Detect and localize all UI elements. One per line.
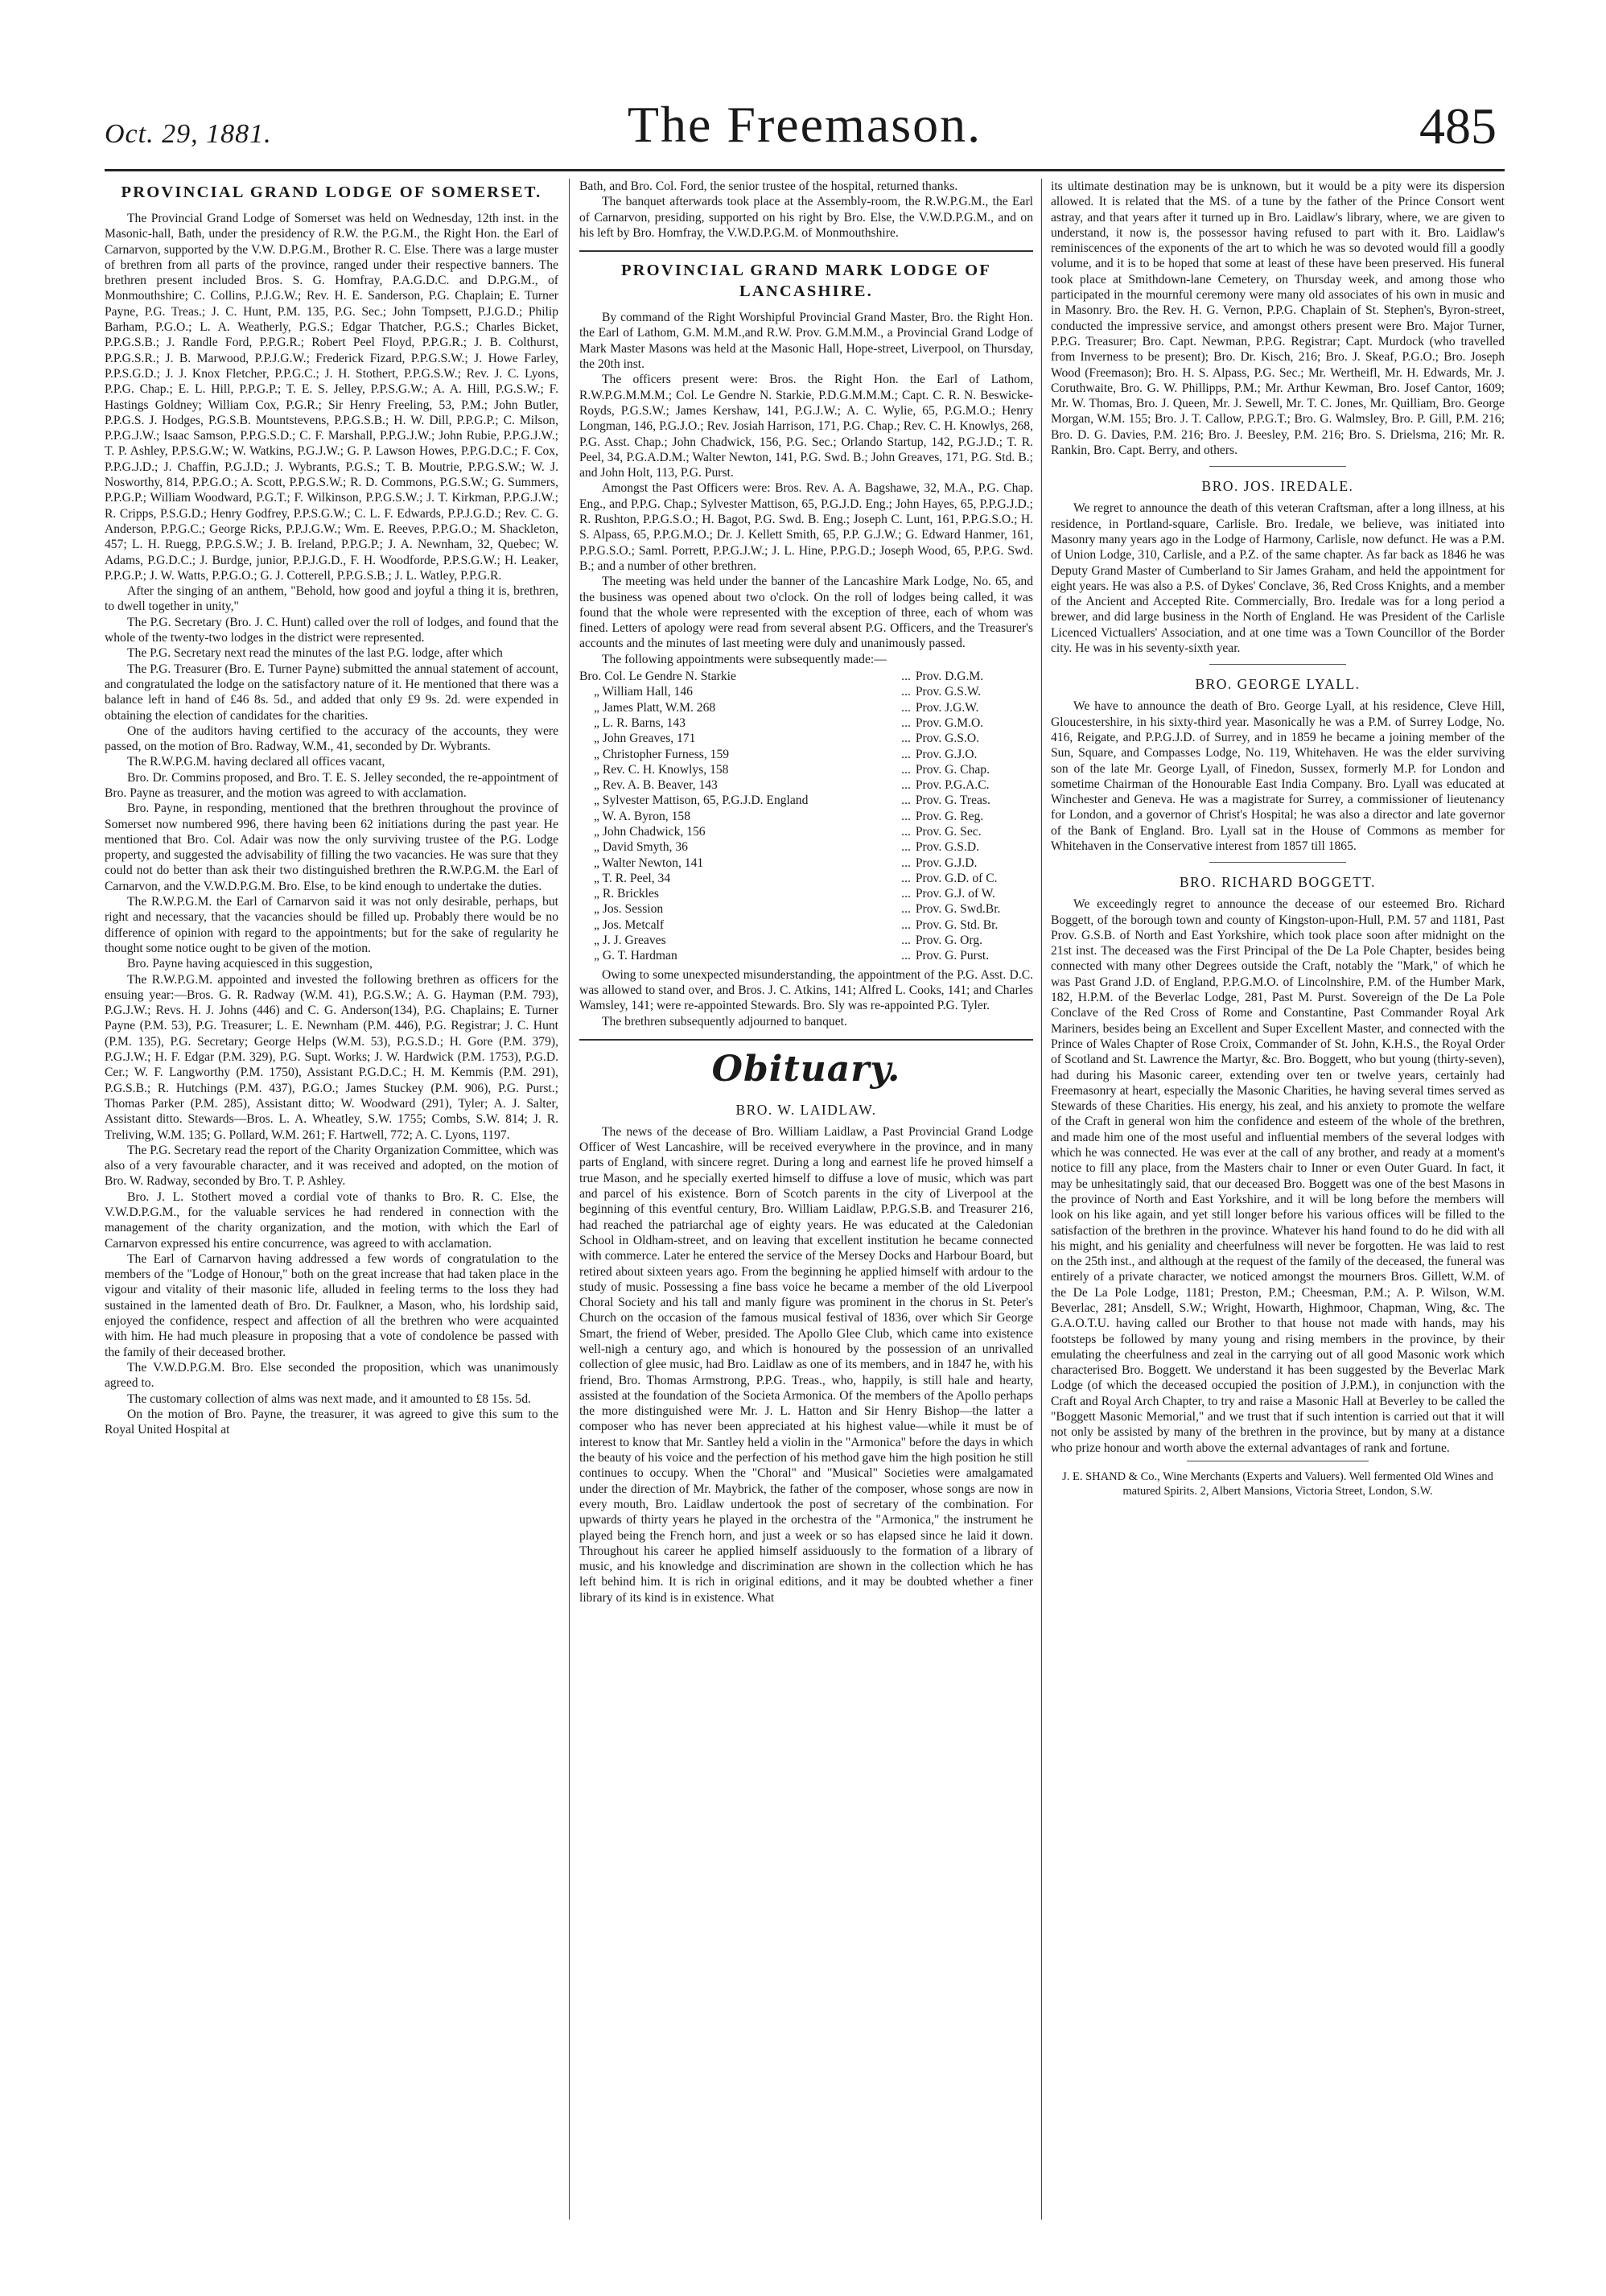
leader-dots: ... [901,917,911,932]
paragraph: Amongst the Past Officers were: Bros. Rev. A. A. Bagshawe, 32, M.A., P.G. Chap. Eng., and P.P.G. Chap.; Sylvester Mattison, 65, P.G.J.D. Eng.; John Hayes, 65, P.P.G.J.D.; R. Rushton, P.P.G.S.O.; H. Bagot, P.G. Swd. B. Eng.; Joseph C. Lunt, 161, P.P.G.S.O.; H. S. Alpass, 65, P.P.G.M.O.; Dr. J. Kellett Smith, 65, P.P. G.J.W.; G. Edward Hanmer, 161, P.P.G.S.O.; Saml. Porrett, P.P.G.J.W.; J. L. Hine, P.P.G.D.; Joseph Wood, 65, P.P.G. Swd. B.; and a number of other brethren. [579,481,1033,573]
appointment-office: Prov. G.D. of C. [915,871,998,885]
leader-dots: ... [901,670,911,684]
paragraph: After the singing of an anthem, "Behold, how good and joyful a thing it is, brethren, to dwell together in unity," [105,584,558,614]
leader-dots: ... [901,887,911,901]
masthead [105,95,1505,167]
appointment-office: Prov. G.J.O. [915,747,978,761]
appointment-row [579,793,1033,808]
appointment-name: „ David Smyth, 36 [594,840,688,855]
leader-dots: ... [901,685,911,699]
paragraph: The customary collection of alms was next made, and it amounted to £8 15s. 5d. [127,1391,531,1406]
page-number: 485 [1419,97,1497,155]
paragraph: The R.W.P.G.M. the Earl of Carnarvon said it was not only desirable, perhaps, but right and necessary, that the vacancies should be filled up. Probably there would be no difference of opinion with regard to the appointments; but for the sake of regularity he thought some notice ought to be given of the motion. [105,895,558,955]
appointment-name: „ J. J. Greaves [594,934,666,948]
appointment-office: Prov. G. Chap. [915,762,990,777]
appointment-office: Prov. G. Treas. [915,794,990,808]
appointment-row [579,700,1033,715]
paragraph: The brethren subsequently adjourned to banquet. [602,1014,847,1028]
appointment-name: „ Rev. C. H. Knowlys, 158 [594,762,729,777]
appointment-row [579,715,1033,731]
paragraph: On the motion of Bro. Payne, the treasurer, it was agreed to give this sum to the Royal United Hospital at [105,1407,558,1437]
appointment-office: Prov. G. Swd.Br. [915,902,1001,917]
appointment-row [579,948,1033,963]
obituary-heading: BRO. GEORGE LYALL. [1195,676,1361,693]
article-separator [1209,862,1345,863]
column-3 [1051,179,1505,2220]
appointment-row [579,809,1033,824]
obituary-heading: BRO. W. LAIDLAW. [735,1101,877,1118]
paragraph: The officers present were: Bros. the Right Hon. the Earl of Lathom, R.W.P.G.M.M.M.; Col. Le Gendre N. Starkie, P.D.G.M.M.M.; Capt. C. R. N. Beswicke-Royds, P.G.S.W.; James Kershaw, 141, P.G.J.W.; A. C. Wylie, 65, P.G.M.O.; Henry Longman, 146, P.G.J.O.; Rev. Josiah Harrison, 171, P.G. Chap.; Rev. C. H. Knowlys, 268, P.G. Asst. Chap.; John Chadwick, 156, P.G. Sec.; Orlando Startup, 142, P.G.J.D.; T. R. Peel, 34, P.G.A.D.M.; Walter Newton, 141, P.G. Swd. B.; John Greaves, 171, P.G. Std. B.; and John Holt, 113, P.G. Purst. [579,373,1033,480]
appointment-name: „ W. A. Byron, 158 [594,809,690,823]
leader-dots: ... [901,700,911,715]
advertisement: J. E. SHAND & Co., Wine Merchants (Experts and Valuers). Well fermented Old Wines and matured Spirits. 2, Albert Mansions, Victoria Street, London, S.W. [1062,1470,1493,1498]
appointment-name: „ James Platt, W.M. 268 [594,700,716,715]
article-separator [579,1039,1033,1041]
appointment-office: Prov. D.G.M. [915,670,984,684]
paragraph: The news of the decease of Bro. William Laidlaw, a Past Provincial Grand Lodge Officer of West Lancashire, will be received everywhere in the province, and in many parts of England, with sincere regret. During a long and earnest life he proved himself a true Mason, and he specially exerted himself to diffuse a love of music, which was part and parcel of his existence. Born of Scotch parents in the city of Liverpool at the beginning of this eventful century, Bro. William Laidlaw, P.P.G.S.B. and Treasurer 216, had reached the patriarchal age of eighty years. He was educated at the Caledonian School in Oldham-street, and on leaving that excellent institution he became connected with commerce. Later he entered the service of the Mersey Docks and Harbour Board, but retired about sixteen years ago. From the beginning he applied himself with ardour to the study of music. Possessing a fine bass voice he became a member of the old Liverpool Choral Society and his tall and manly figure was prominent in the chorus in St. Peter's Church on the occasion of the famous musical festival of 1836, over which Sir George Smart, the friend of Weber, presided. The Apollo Glee Club, which came into existence well-nigh a century ago, and which is honoured by the possession of an unrivalled collection of glee music, had Bro. Laidlaw as one of its members, and in 1847 he, with his friend, Bro. Thomas Armstrong, P.P.G. Treas., who, happily, is still hale and hearty, assisted at the foundation of the Societa Armonica. Of the members of the Apollo perhaps the more distinguished were Mr. J. L. Hatton and Sir Henry Bishop—the latter a composer who has never been appreciated at his highest value—while it must be of interest to know that Mr. Santley held a violin in the "Armonica" before the days in which the beauty of his voice and the perfection of his method gave him the high position he still continues to occupy. When the "Choral" and "Musical" Societies were amalgamated under the direction of Mr. Maybrick, the father of the composer, whose songs are now in every mouth, Bro. Laidlaw undertook the post of secretary of the combination. For upwards of thirty years he played in the orchestra of the "Armonica," the instrument he played being the French horn, and just a week or so has elapsed since he laid it down. Throughout his career he applied himself assiduously to the formation of a library of music, and his knowledge and discrimination are shown in the collection which he has left behind him. It is rich in original editions, and it may be doubted whether a finer library of its kind is in existence. What [579,1124,1033,1605]
appointment-row [579,731,1033,746]
issue-date: Oct. 29, 1881. [105,119,272,149]
paragraph: The following appointments were subsequently made:— [602,652,887,666]
appointment-row [579,762,1033,777]
paragraph: Bro. Dr. Commins proposed, and Bro. T. E. S. Jelley seconded, the re-appointment of Bro. Payne as treasurer, and the motion was agreed to with acclamation. [105,770,558,800]
appointment-office: Prov. G.J.D. [915,855,978,870]
paragraph: The P.G. Treasurer (Bro. E. Turner Payne) submitted the annual statement of account, and congratulated the lodge on the satisfactory nature of it. He mentioned that there was a balance left in hand of £46 8s. 5d., and added that only £9 9s. 2d. were expended in obtaining the election of candidates for the charities. [105,662,558,723]
column-1 [105,179,558,2220]
appointments-table [579,669,1033,964]
article-lancashire-mark [579,260,1033,1029]
appointment-name: „ Jos. Metcalf [594,917,665,932]
appointment-name: „ Christopher Furness, 159 [594,747,730,761]
newspaper-title: The Freemason. [627,96,982,153]
appointment-row [579,684,1033,699]
appointment-office: Prov. G. Reg. [915,809,984,823]
appointment-row [579,886,1033,901]
appointment-name: „ R. Brickles [594,887,659,901]
article-somerset [105,182,558,1437]
paragraph: The P.G. Secretary read the report of the Charity Organization Committee, which was also of a very favourable character, and it was received and adopted, on the motion of Bro. W. Radway, seconded by Bro. T. P. Ashley. [105,1143,558,1189]
appointment-name: „ L. R. Barns, 143 [594,715,686,730]
paragraph: Bath, and Bro. Col. Ford, the senior trustee of the hospital, returned thanks. [579,179,958,193]
paragraph: The meeting was held under the banner of the Lancashire Mark Lodge, No. 65, and the business was opened about two o'clock. On the roll of lodges being called, it was found that the whole were represented with the exception of three, each of whom was fined. Letters of apology were read from several absent P.G. Officers, and the Treasurer's accounts and the minutes of last meeting were duly and unanimously passed. [579,575,1033,651]
paragraph: By command of the Right Worshipful Provincial Grand Master, Bro. the Right Hon. the Earl of Lathom, G.M. M.M.,and R.W. Prov. G.M.M.M., a Provincial Grand Lodge of Mark Master Masons was held at the Masonic Hall, Hope-street, Liverpool, on Thursday, the 20th inst. [579,311,1033,372]
paragraph: Bro. Payne, in responding, mentioned that the brethren throughout the province of Somerset now numbered 996, there having been 62 initiations during the past year. He mentioned that Bro. Col. Adair was now the only surviving trustee of the P.G. Lodge property, and suggested the advisability of filling the two vacancies. He was sure that they could not do better than ask their two distinguished brethren the R.W.P.G.M. the Earl of Carnarvon, and the V.W.D.P.G.M. Bro. Else, to be kind enough to undertake the duties. [105,802,558,893]
column-2 [579,179,1033,2220]
paragraph: The V.W.D.P.G.M. Bro. Else seconded the proposition, which was unanimously agreed to. [105,1360,558,1391]
leader-dots: ... [901,794,911,808]
appointment-office: Prov. G. Org. [915,934,983,948]
appointment-office: Prov. G.M.O. [915,715,984,730]
appointment-name: „ William Hall, 146 [594,685,693,699]
article-somerset-continued [579,179,1033,241]
paragraph: The banquet afterwards took place at the Assembly-room, the R.W.P.G.M., the Earl of Carnarvon, presiding, supported on his right by Bro. Else, the V.W.D.P.G.M., and on his left by Bro. Homfray, the V.W.D.P.G.M. of Monmouthshire. [579,195,1033,240]
section-title-obituary: Obituary. [711,1048,901,1090]
paragraph: We exceedingly regret to announce the decease of our esteemed Bro. Richard Boggett, of the borough town and county of Kingston-upon-Hull, P.M. 57 and 1181, Past Prov. G.S.B. of North and East Yorkshire, which took place soon after midnight on the 21st inst. The deceased was the First Principal of the De La Pole Chapter, besides being connected with many other Degrees outside the Craft, notably the "Mark," of which he was Past Grand J.D. of England, P.P.G.M.O. of Lincolnshire, P.M. of the Humber Mark, 182, H.P.M. of the Beverlac Lodge, 281, Past M. Purst. Sovereign of the De La Pole Conclave of the Red Cross of Rome and Constantine, Past Commander Royal Ark Mariners, besides being an Excellent and Super Excellent Master, and connected with the Prince of Wales Chapter of Rose Croix, Commander of St. John, K.H.S., the Royal Order of Scotland and St. Lawrence the Martyr, &c. Bro. Boggett, who but young (thirty-seven), had during his Masonic career, extending over ten or twelve years, certainly had Freemasonry at heart, especially the Masonic Charities, he having several times served as Stewards of these Charities. His energy, his zeal, and his anxiety to promote the welfare of the Craft in general won him the confidence and esteem of the whole of the brethren, and made him one of the most useful and influential members of the several lodges with which he was connected. He was ever at the call of any brother, and ready at a moment's notice to fill any place, from the Masters chair to Inner or even Outer Guard. In fact, it may be unhesitatingly said, that our deceased Bro. Boggett was one of the best Masons in the province of North and East Yorkshire, and it will be long before the members will look on his like again, and yet still longer before his various offices will be filled to the satisfaction of the brethren in the province. Whatever his hand found to do he did with all his might, and his geniality and cheerfulness will never be forgotten. He was laid to rest on the 25th inst., and although at the request of the family of the deceased, the funeral was entirely of a private character, we noticed amongst the mourners Bros. Gillett, W.M. of the De La Pole Lodge, 1181; Preston, P.M.; Cheesman, P.M.; A. P. Wilson, W.M. Beverlac, 281; Ansdell, S.W.; Wright, Howarth, Highmoor, Chapman, Wing, &c. The G.A.O.T.U. having called our Brother to that house not made with hands, may his footsteps be followed by many young and rising members in the province, by their emulating the cheerfulness and zeal in the carrying out of all good Masonic work which characterised Bro. Boggett. We understand it has been suggested by the Beverlac Mark Lodge (of which the deceased occupied the position of J.P.M.), in conjunction with the Craft and Royal Arch Chapter, to try and raise a Masonic Hall at Beverley to be called the "Boggett Masonic Memorial," and we trust that if such intention is carried out that it will not only be assisted by many of the brethren in the province, but by many at a distance who prize honour and worth above the external advantages of rank and fortune. [1051,897,1505,1455]
appointment-name: „ Sylvester Mattison, 65, P.G.J.D. England [594,794,809,808]
appointment-row [579,871,1033,886]
appointment-row [579,747,1033,762]
paragraph: The Provincial Grand Lodge of Somerset was held on Wednesday, 12th inst. in the Masonic-hall, Bath, under the presidency of R.W. the P.G.M., the Right Hon. the Earl of Carnarvon, supported by the V.W. D.P.G.M., Brother R. C. Else. There was a large muster of brethren from all parts of the province, ranged under their respective banners. The brethren present included Bros. S. G. Homfray, P.A.G.D.C. and D.P.G.M., of Monmouthshire; C. Collins, P.J.G.W.; Rev. H. E. Sanderson, P.G. Chaplain; E. Turner Payne, P.G. Treas.; J. C. Hunt, P.M. 135, P.G. Sec.; John Tompsett, P.J.G.D.; Philip Barham, P.G.O.; L. A. Weatherly, P.G.S.; Edgar Thatcher, P.G.S.; Charles Bicket, P.P.G.S.B.; J. Randle Ford, P.P.G.R.; Robert Peel Floyd, P.P.G.R.; J. B. Colthurst, P.P.G.S.R.; J. B. Marwood, P.P.J.G.W.; Frederick Fizard, P.P.G.S.W.; J. Howe Farley, P.P.S.G.D.; J. J. Knox Fletcher, P.P.G.C.; J. H. Stothert, P.P.G.S.W.; Rev. J. C. Lyons, P.P.G. Chap.; E. L. Hill, P.P.G.P.; T. E. S. Jelley, P.P.S.G.W.; A. A. Hill, P.G.S.W.; F. Hastings Goldney; William Cox, P.G.R.; Sir Henry Freeling, 53, P.M.; John Butler, P.P.G.S. J. Hodges, P.G.S.B. Mountstevens, P.P.G.S.B.; H. W. Dill, P.P.G.P.; C. Milson, P.P.G.J.W.; Isaac Samson, P.P.G.S.D.; C. F. Marshall, P.P.G.J.W.; John Rubie, P.P.G.J.W.; T. P. Ashley, P.P.S.G.W.; W. Watkins, P.G.J.W.; G. P. Lawson Howes, P.P.G.D.C.; F. Cox, P.P.G.J.D.; J. Chaffin, P.G.J.D.; J. Wybrants, P.G.S.; T. B. Moutrie, P.P.G.S.W.; W. J. Nosworthy, 814, P.P.G.O.; A. Scott, P.P.G.S.W.; R. D. Commons, P.G.S.W.; G. Summers, P.P.G.P.; William Woodward, P.G.T.; F. Wilkinson, P.P.G.S.W.; J. T. Kirkman, P.P.G.J.W.; R. Cripps, P.S.G.D.; Henry Godfrey, P.P.S.G.W.; C. L. F. Edwards, P.P.J.G.D.; Rev. C. G. Anderson, P.P.G.C.; George Ricks, P.P.J.G.W.; Wm. E. Reeves, P.P.G.O.; M. Shackleton, 457; L. H. Ruegg, P.P.G.S.W.; J. B. Ireland, P.P.G.P.; J. A. Newnham, 32, Quebec; W. Adams, P.G.D.C.; J. Burdge, junior, P.P.J.G.D., F. H. Woodforde, P.P.S.G.W.; H. Leaker, P.P.G.P.; J. W. Watts, P.P.G.O.; G. J. Cotterell, P.P.G.S.B.; J. L. Watley, P.P.G.R. [105,212,558,583]
leader-dots: ... [901,871,911,885]
paragraph: One of the auditors having certified to the accuracy of the accounts, they were passed, on the motion of Bro. Radway, W.M., 41, seconded by Dr. Wybrants. [105,723,558,754]
paragraph: The P.G. Secretary next read the minutes of the last P.G. lodge, after which [127,646,503,661]
paragraph: Owing to some unexpected misunderstanding, the appointment of the P.G. Asst. D.C. was allowed to stand over, and Bros. J. C. Atkins, 141; Alfred L. Cooks, 141; and Charles Wamsley, 141; were re-appointed Stewards. Bro. Sly was re-appointed P.G. Tyler. [579,967,1033,1013]
appointment-row [579,917,1033,933]
appointment-office: Prov. G.S.D. [915,840,980,855]
column-divider [1041,179,1042,2220]
appointment-office: Prov. G. Std. Br. [915,917,999,932]
article-separator [579,250,1033,252]
paragraph: its ultimate destination may be is unknown, but it would be a pity were its dispersion allowed. It is related that the MS. of a tune by the father of the Prince Consort went astray, and that years after it turned up in Bro. Laidlaw's library, where, we are given to understand, it now is, the possessor having refused to part with it. Bro. Laidlaw's reminiscences of the exponents of the art to which he was so devoted would fill a goodly volume, and it is to be hoped that some at least of these have been preserved. His funeral took place at Smithdown-lane Cemetery, on Thursday week, and among those who participated in the mournful ceremony were many old associates of his own in music and in Masonry. Bro. the Rev. H. G. Vernon, P.P.G. Chaplain of St. Stephen's, Byron-street, conducted the impressive service, and amongst others present were Bro. Major Turner, P.P.G. Treasurer; Bro. Capt. Newman, P.P.G. Registrar; Capt. Murdock (who travelled from Inverness to be present); Bro. Dr. Kisch, 216; Bro. J. Skeaf, P.G.O.; Bro. Joseph Wood (Freemason); Bro. H. S. Alpass, P.G. Sec.; Mr. Wertheifl, Mr. H. Edwards, Mr. J. Coruthwaite, Bro. G. W. Phillipps, P.M.; Mr. Arthur Kewman, Bro. Josef Cantor, 1609; Mr. W. Thomas, Bro. J. Queen, Mr. J. Sewell, Mr. T. C. Jones, Mr. Quilliam, Bro. George Morgan, W.M. 155; Bro. J. T. Callow, P.P.G.T.; Bro. G. Walmsley, Bro. P. Gill, P.M. 216; Bro. D. G. Davies, P.M. 216; Bro. J. Beesley, P.M. 216; Bro. S. Drielsma, 216; Mr. R. Rankin, Bro. Capt. Berry, and others. [1051,179,1505,458]
leader-dots: ... [901,902,911,917]
paragraph: Bro. Payne having acquiesced in this suggestion, [127,957,373,971]
appointment-office: Prov. G.J. of W. [915,887,995,901]
leader-dots: ... [901,732,911,746]
leader-dots: ... [901,715,911,730]
appointment-row [579,839,1033,855]
appointment-name: „ John Greaves, 171 [594,732,696,746]
article-separator [1209,466,1345,467]
appointment-row [579,901,1033,917]
paragraph: The Earl of Carnarvon having addressed a few words of congratulation to the members of the "Lodge of Honour," both on the great increase that had taken place in the vigour and vitality of their masonic life, alluded in feeling terms to the loss they had sustained in the lamented death of Bro. Dr. Faulkner, a Mason, who, his lordship said, enjoyed the confidence, respect and affection of all the brethren who were acquainted with him. He had much pleasure in proposing that a vote of condolence be passed with the family of their deceased brother. [105,1251,558,1359]
appointment-name: Bro. Col. Le Gendre N. Starkie [579,670,736,684]
article-separator [1209,664,1345,665]
paragraph: We regret to announce the death of this veteran Craftsman, after a long illness, at his residence, in Portland-square, Carlisle. Bro. Iredale, we believe, was initiated into Masonry many years ago in the Lodge of Harmony, Carlisle, now defunct. He was a P.M. of Union Lodge, 310, Carlisle, and a P.Z. of the same chapter. As far back as 1846 he was Deputy Grand Master of Cumberland to Sir James Graham, and held the appointment for eight years. He was also a P.S. of Dykes' Conclave, 36, Red Cross Knights, and a member of the Ancient and Accepted Rite. Commercially, Bro. Iredale was for a long period a brewer, and did large business in the North of England. He was President of the Carlisle Licenced Victuallers' Association, and at one time was a Town Councillor of the Border city. He was in his seventy-sixth year. [1051,501,1505,656]
paragraph: Bro. J. L. Stothert moved a cordial vote of thanks to Bro. R. C. Else, the V.W.D.P.G.M., for the valuable services he had rendered in connection with the management of the charity organization, and the motion, with which the Earl of Carnarvon expressed his entire concurrence, was agreed to with acclamation. [105,1189,558,1251]
leader-dots: ... [901,855,911,870]
paragraph: The R.W.P.G.M. having declared all offices vacant, [127,755,385,769]
paragraph: The R.W.P.G.M. appointed and invested the following brethren as officers for the ensuing year:—Bros. G. R. Radway (W.M. 41), P.G.S.W.; A. G. Hayman (P.M. 793), P.G.J.W.; Revs. H. J. Johns (446) and C. G. Anderson(134), P.G. Chaplains; E. Turner Payne (P.M. 53), P.G. Treasurer; L. E. Newnham (P.M. 446), P.G. Registrar; J. C. Hunt (P.M. 135), P.G. Secretary; George Helps (W.M. 53), P.G.S.D.; H. Gore (P.M. 379), P.G.J.W.; H. F. Edgar (P.M. 329), P.G. Supt. Works; J. W. Hardwick (P.M. 1753), P.G.D. Cer.; W. F. Langworthy (P.M. 1750), Assistant P.G.D.C.; H. M. Kemmis (P.M. 291), P.G.S.B.; R. Hutchings (P.M. 437), P.G.O.; James Stuckey (P.M. 906), P.G. Purst.; Thomas Parker (P.M. 285), Assistant ditto; W. Woodward (291), Tyler; A. J. Salter, Assistant ditto. Stewards—Bros. L. A. Wheatley, S.W. 1755; Combs, S.W. 814; J. R. Treliving, W.M. 135; G. Pollard, W.M. 261; F. Hartwell, 772; A. C. Lyons, 1197. [105,972,558,1142]
appointment-name: „ Rev. A. B. Beaver, 143 [594,778,718,793]
paragraph: We have to announce the death of Bro. George Lyall, at his residence, Cleve Hill, Gloucestershire, in his sixty-third year. Masonically he was a P.M. of Surrey Lodge, No. 416, Reigate, and P.P.G.J.D. of Surrey, and in 1859 he became a joining member of the Sun, Square, and Compasses Lodge, No. 119, Whitehaven. He was the elder surviving son of the late Mr. George Lyall, of Finedon, Sussex, formerly M.P. for London and sometime Chairman of the Honourable East India Company. Bro. Lyall was educated at Winchester and Geneva. He was a magistrate for Surrey, a commissioner of lieutenancy for London, and a governor of Christ's Hospital; he was also a director and late governor of the Bank of England. Bro. Lyall sat in the House of Commons as member for Whitehaven in the Conservative interest from 1857 till 1865. [1051,699,1505,853]
appointment-office: Prov. G. Sec. [915,824,982,839]
appointment-name: „ G. T. Hardman [594,949,677,963]
appointment-name: „ T. R. Peel, 34 [594,871,671,885]
appointment-row [579,855,1033,871]
appointment-office: Prov. J.G.W. [915,700,979,715]
article-headline: PROVINCIAL GRAND LODGE OF SOMERSET. [121,183,542,201]
leader-dots: ... [901,934,911,948]
obituary-heading: BRO. JOS. IREDALE. [1201,478,1354,495]
leader-dots: ... [901,747,911,761]
appointment-row [579,669,1033,684]
masthead-rule [105,169,1505,171]
appointment-office: Prov. G. Purst. [915,949,990,963]
leader-dots: ... [901,778,911,793]
appointment-name: „ John Chadwick, 156 [594,824,706,839]
paragraph: The P.G. Secretary (Bro. J. C. Hunt) called over the roll of lodges, and found that the whole of the twenty-two lodges in the district were represented. [105,615,558,645]
appointment-office: Prov. G.S.W. [915,685,982,699]
leader-dots: ... [901,840,911,855]
appointment-row [579,824,1033,839]
leader-dots: ... [901,949,911,963]
appointment-name: „ Jos. Session [594,902,664,917]
appointment-name: „ Walter Newton, 141 [594,855,704,870]
leader-dots: ... [901,809,911,823]
article-headline: PROVINCIAL GRAND MARK LODGE OF LANCASHIRE. [620,262,992,301]
leader-dots: ... [901,762,911,777]
column-divider [569,179,570,2220]
appointment-office: Prov. P.G.A.C. [915,778,990,793]
appointment-office: Prov. G.S.O. [915,732,980,746]
appointment-row [579,777,1033,793]
appointment-row [579,933,1033,948]
leader-dots: ... [901,824,911,839]
obituary-heading: BRO. RICHARD BOGGETT. [1179,874,1377,891]
